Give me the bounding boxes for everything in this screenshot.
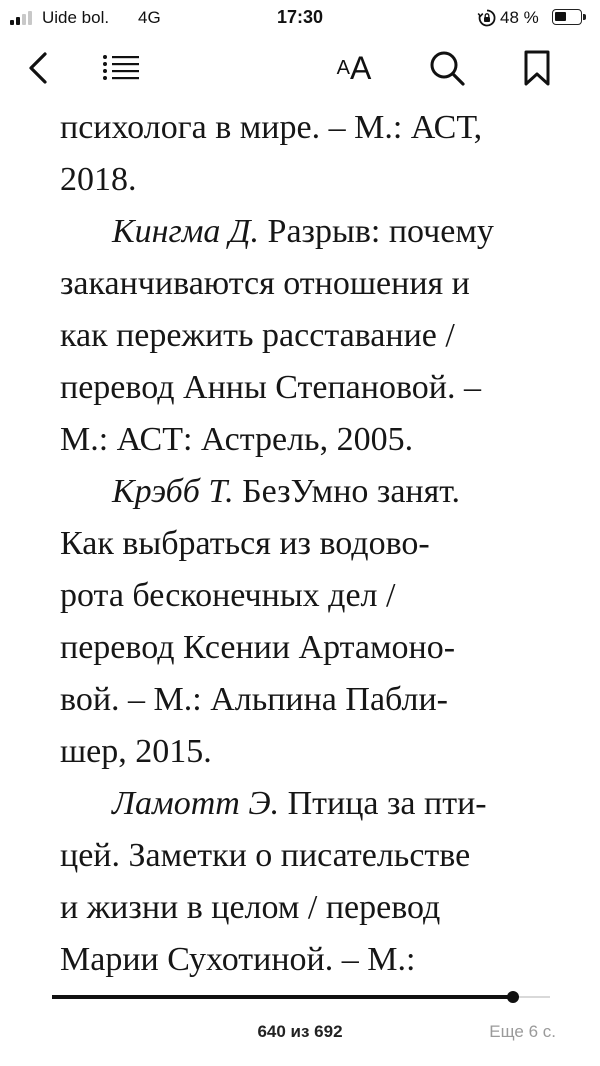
- chevron-left-icon: [27, 51, 49, 85]
- text-span: Разрыв: почему: [259, 213, 494, 250]
- progress-knob[interactable]: [507, 991, 519, 1003]
- reading-progress-slider[interactable]: [52, 994, 550, 1002]
- text-line: [60, 466, 560, 518]
- battery-level: [555, 12, 566, 21]
- text-line: [60, 206, 560, 258]
- battery-icon: [552, 9, 582, 25]
- text-line: [60, 518, 560, 570]
- text-span: перевод Ксении Артамоно-: [60, 629, 456, 666]
- back-button[interactable]: [18, 40, 58, 96]
- text-span: М.: АСТ: Астрель, 2005.: [60, 421, 414, 458]
- text-span: заканчиваются отношения и: [60, 265, 470, 302]
- font-size-button[interactable]: [326, 40, 382, 96]
- battery-tip: [583, 14, 586, 20]
- text-line: [60, 258, 560, 310]
- network-type: 4G: [138, 8, 161, 27]
- text-line: [60, 154, 560, 206]
- author-name: Крэбб Т.: [112, 473, 234, 510]
- text-span: Птица за пти-: [279, 785, 487, 822]
- clock: 17:30: [276, 7, 324, 27]
- text-span: цей. Заметки о писательстве: [60, 837, 471, 874]
- text-span: шер, 2015.: [60, 733, 212, 770]
- text-line: [60, 830, 560, 882]
- text-span: Как выбраться из водово-: [60, 525, 430, 562]
- text-span: БезУмно занят.: [233, 473, 461, 510]
- text-line: [60, 674, 560, 726]
- table-of-contents-button[interactable]: [98, 40, 144, 96]
- page-counter: 640 из 692: [257, 1022, 343, 1041]
- progress-fill: [52, 995, 513, 999]
- text-line: [60, 570, 560, 622]
- text-line: [60, 726, 560, 778]
- battery-percent: 48 %: [500, 8, 539, 27]
- list-icon: [102, 53, 140, 83]
- bookmark-button[interactable]: [514, 40, 560, 96]
- text-line: [60, 622, 560, 674]
- text-line: [60, 102, 560, 154]
- text-line: [60, 778, 560, 830]
- text-line: [60, 934, 560, 986]
- text-span: перевод Анны Степановой. –: [60, 369, 481, 406]
- text-line: [60, 414, 560, 466]
- status-bar: [0, 0, 600, 36]
- text-line: [60, 882, 560, 934]
- orientation-lock-icon: [477, 8, 497, 28]
- text-line: [60, 362, 560, 414]
- author-name: Кингма Д.: [112, 213, 260, 250]
- text-span: вой. – М.: Альпина Пабли-: [60, 681, 448, 718]
- text-span: и жизни в целом / перевод: [60, 889, 441, 926]
- search-icon: [428, 49, 466, 87]
- carrier-name: Uide bol.: [42, 8, 110, 27]
- text-span: 2018.: [60, 161, 137, 198]
- text-span: рота бесконечных дел /: [60, 577, 396, 614]
- pages-remaining: Еще 6 с.: [489, 1022, 556, 1041]
- text-span: как пережить расставание /: [60, 317, 455, 354]
- search-button[interactable]: [424, 40, 470, 96]
- author-name: Ламотт Э.: [112, 785, 280, 822]
- font-size-small-label: A: [336, 56, 350, 79]
- text-span: Марии Сухотиной. – М.:: [60, 941, 416, 978]
- text-span: психолога в мире. – М.: АСТ,: [60, 109, 483, 146]
- book-page-text: [60, 102, 560, 986]
- reader-toolbar: [0, 40, 600, 100]
- text-line: [60, 310, 560, 362]
- font-size-large-label: A: [350, 49, 372, 86]
- bookmark-icon: [523, 49, 551, 87]
